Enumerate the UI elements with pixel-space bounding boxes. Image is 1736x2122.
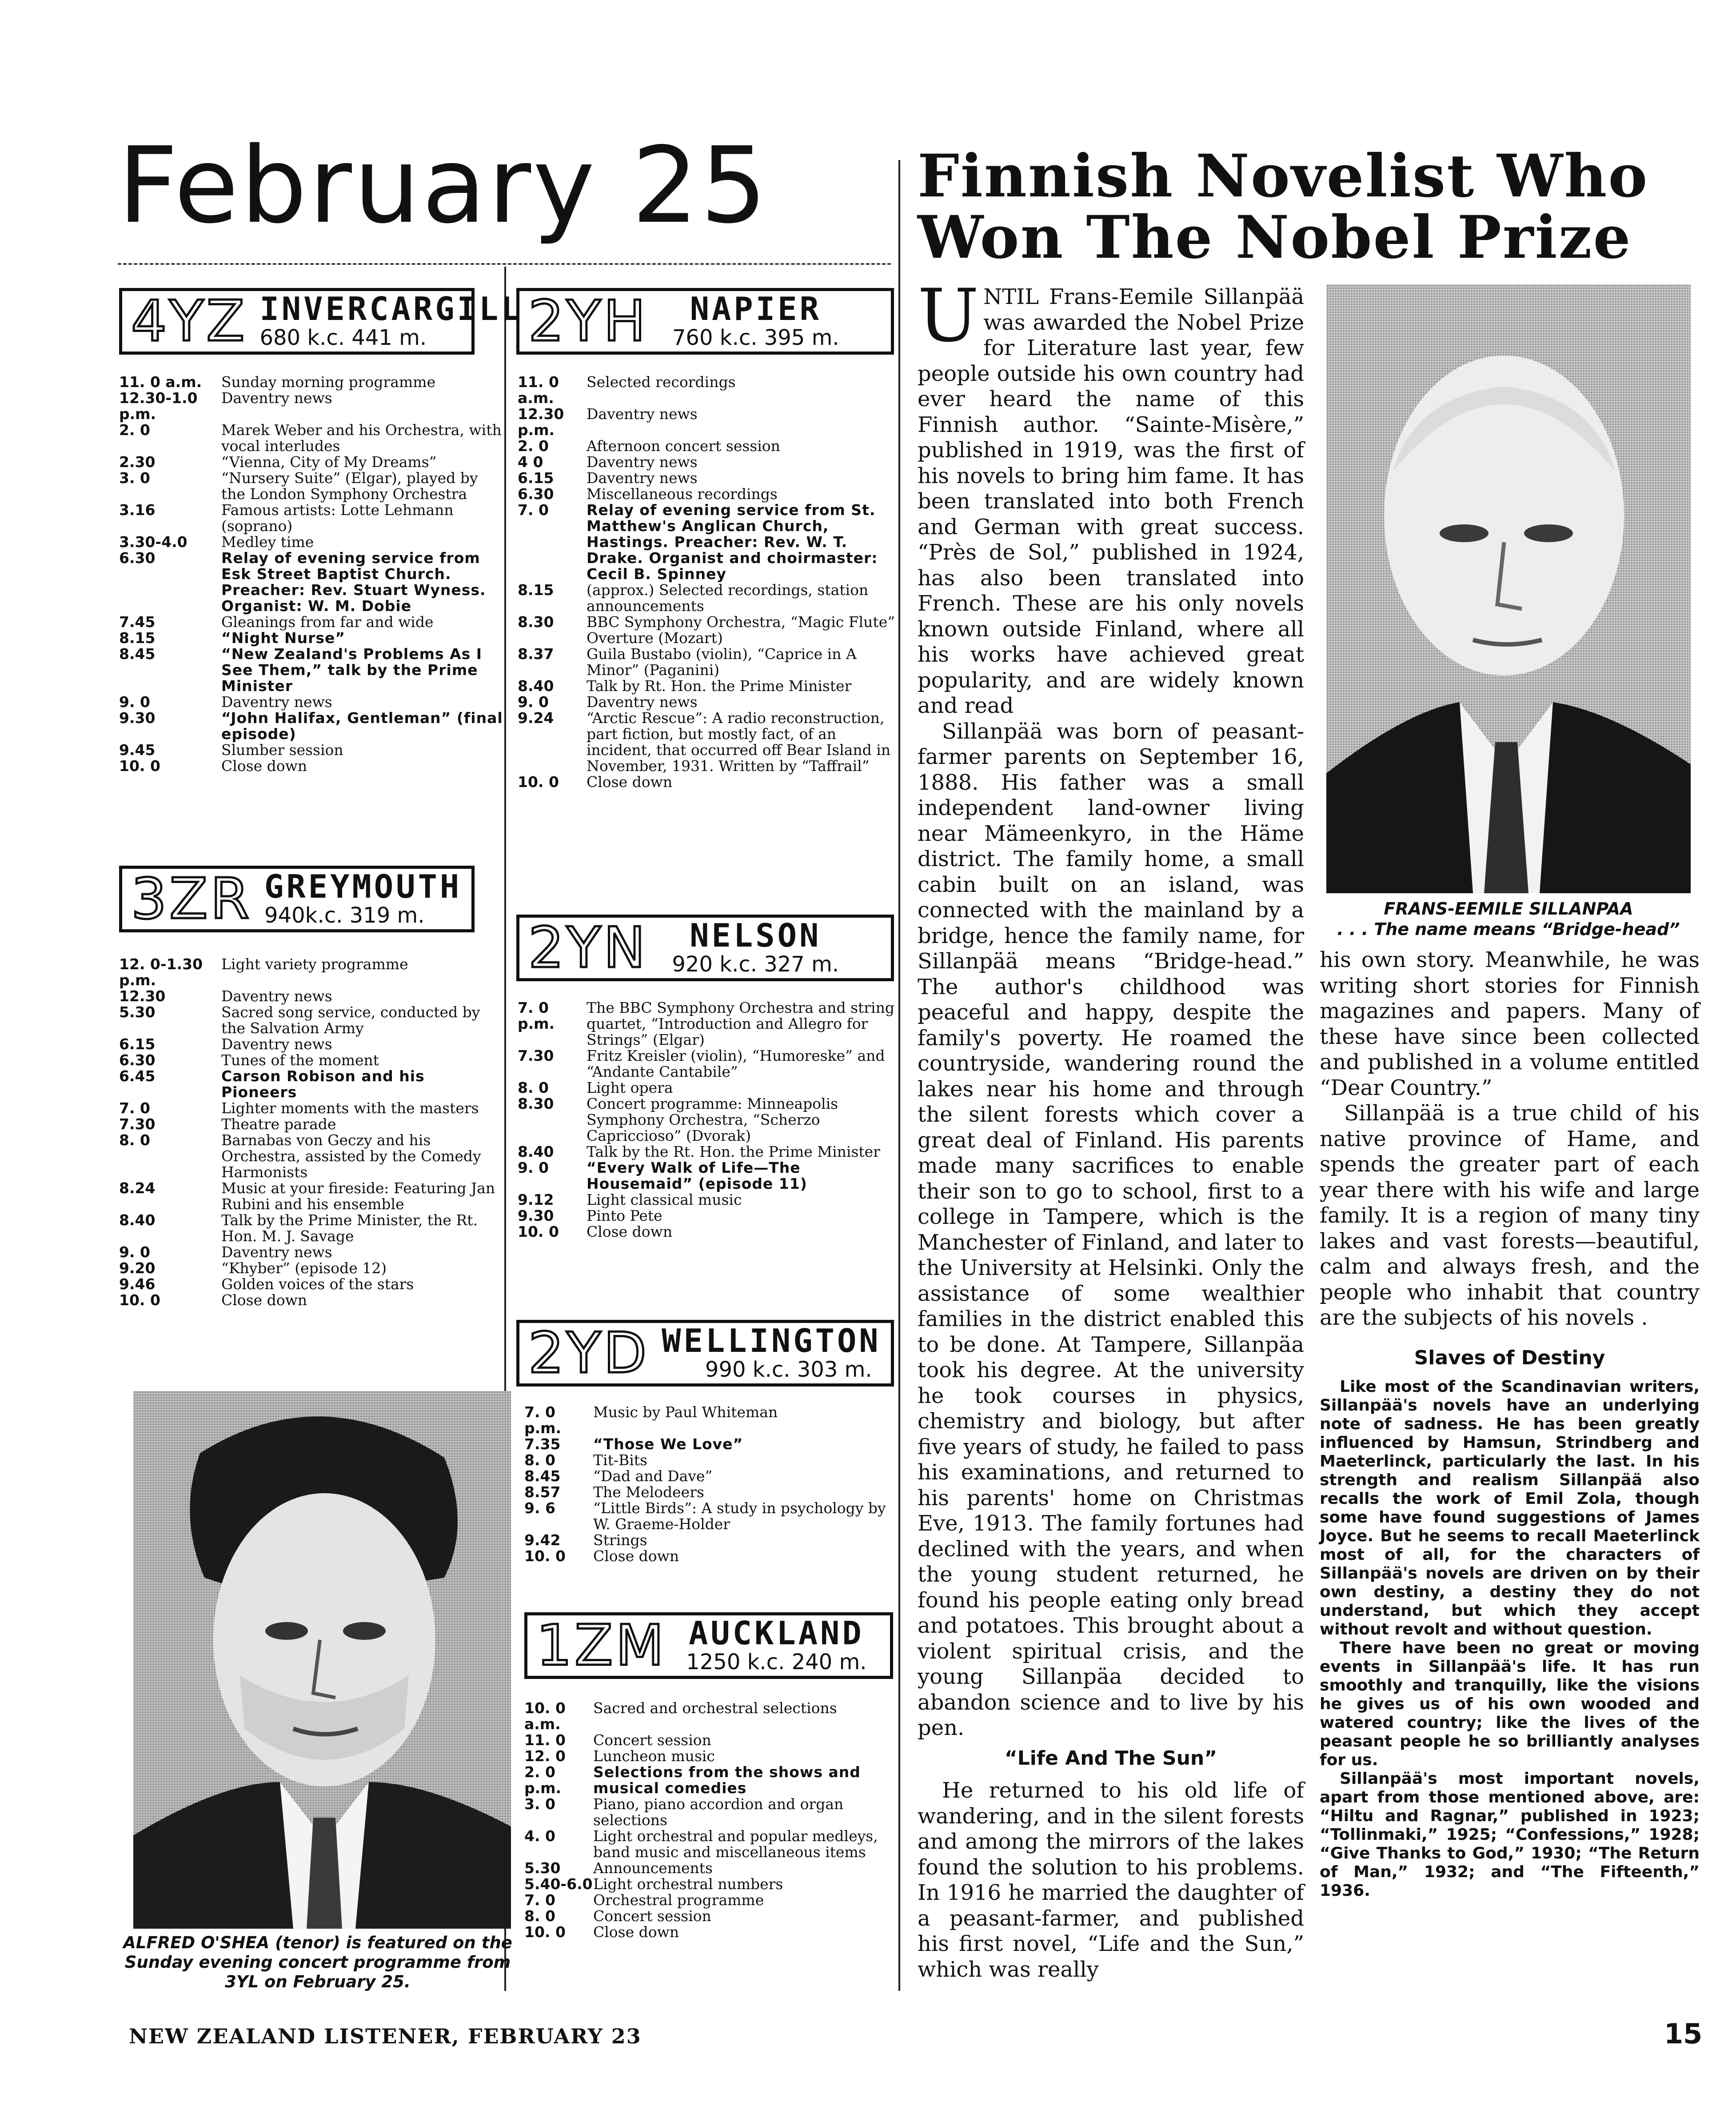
station-frequency: 680 k.c. 441 m. [259, 325, 427, 351]
programme-time: 7. 0 p.m. [518, 999, 555, 1032]
programme-title: “Nursery Suite” (Elgar), played by the London Symphony Orchestra [221, 469, 478, 503]
programme-time: 10. 0 [518, 773, 559, 791]
programme-time: 12.30 [119, 987, 166, 1005]
photo-caption-sillanpaa [1326, 899, 1691, 939]
station-frequency: 1250 k.c. 240 m. [686, 1650, 867, 1675]
programme-title: Theatre parade [221, 1115, 336, 1133]
programme-row [119, 1244, 505, 1260]
programme-title: Light classical music [587, 1191, 742, 1208]
programme-row [518, 374, 900, 406]
programme-title: Tunes of the moment [221, 1051, 379, 1069]
programme-title: Music by Paul Whiteman [593, 1403, 778, 1421]
programme-row [518, 1192, 900, 1208]
programme-title: “Night Nurse” [221, 629, 346, 647]
programme-title: Close down [593, 1547, 679, 1565]
programme-title: Piano, piano accordion and organ selections [593, 1795, 844, 1829]
programme-title: Lighter moments with the masters [221, 1099, 479, 1117]
programme-title: Daventry news [587, 453, 698, 471]
programme-time: 6.45 [119, 1067, 156, 1085]
programme-time: 6.15 [518, 469, 554, 487]
programme-title: Daventry news [221, 389, 332, 407]
programme-time: 10. 0 [518, 1223, 559, 1240]
programme-time: 2. 0 p.m. [524, 1763, 562, 1797]
article-subheading: Slaves of Destiny [1414, 1347, 1605, 1369]
programme-title: Close down [587, 773, 673, 791]
programme-title: Light opera [587, 1079, 673, 1096]
programme-row [524, 1796, 900, 1828]
portrait-oshea-image [133, 1391, 511, 1929]
programme-time: 3. 0 [524, 1795, 555, 1813]
station-box-2yn [516, 915, 894, 981]
programme-time: 6.30 [119, 549, 156, 567]
programme-time: 8.45 [119, 645, 156, 663]
programme-time: 8. 0 [518, 1079, 549, 1096]
programme-title: Light orchestral numbers [593, 1875, 783, 1893]
programme-time: 10. 0 [119, 1291, 160, 1309]
programme-title: Concert session [593, 1731, 711, 1749]
programme-row [119, 534, 505, 550]
programme-time: 4 0 [518, 453, 543, 471]
programme-row [119, 1212, 505, 1244]
programme-title: Afternoon concert session [587, 437, 780, 455]
programme-title: Orchestral programme [593, 1891, 764, 1909]
programme-time: 8.15 [518, 581, 554, 599]
programme-row [524, 1452, 900, 1468]
programme-row [119, 502, 505, 534]
programme-time: 9. 0 [119, 693, 150, 711]
programme-row [119, 1116, 505, 1132]
programme-row [518, 438, 900, 454]
programme-title: BBC Symphony Orchestra, “Magic Flute” Overture (Mozart) [587, 613, 895, 647]
programme-row [119, 758, 505, 774]
programme-list-2yh [518, 374, 900, 790]
programme-time: 7. 0 p.m. [524, 1403, 562, 1437]
programme-row [119, 1100, 505, 1116]
programme-row [119, 694, 505, 710]
programme-title: The Melodeers [593, 1483, 704, 1501]
programme-time: 8.40 [518, 677, 554, 695]
programme-title: Concert programme: Minneapolis Symphony Orchestra, “Scherzo Capriccioso” (Dvorak) [587, 1095, 838, 1144]
programme-row [518, 454, 900, 470]
footer-publication: NEW ZEALAND LISTENER, FEBRUARY 23 [129, 2024, 642, 2048]
programme-time: 9.24 [518, 709, 554, 727]
programme-time: 10. 0 [524, 1923, 566, 1941]
callsign-1zm: 1ZM [536, 1613, 667, 1678]
station-box-3zr [119, 866, 475, 932]
programme-time: 9.30 [119, 709, 156, 727]
programme-title: Tit-Bits [593, 1451, 647, 1469]
programme-time: 8. 0 [524, 1451, 555, 1469]
programme-row [119, 1292, 505, 1308]
article-column-1 [918, 273, 1304, 1982]
programme-title: Sunday morning programme [221, 373, 436, 391]
programme-row [524, 1548, 900, 1564]
programme-list-3zr [119, 956, 505, 1308]
programme-row [518, 614, 900, 646]
programme-row [524, 1436, 900, 1452]
programme-title: “Little Birds”: A study in psychology by W. Graeme-Holder [593, 1499, 886, 1533]
callsign-4yz: 4YZ [131, 288, 247, 354]
programme-title: Daventry news [587, 405, 698, 423]
programme-row [119, 710, 505, 742]
programme-row [518, 1048, 900, 1080]
programme-title: Relay of evening service from Esk Street Baptist Church. Preacher: Rev. Stuart Wyness. Organist: W. M. Dobie [221, 549, 486, 615]
programme-time: 9.42 [524, 1531, 561, 1549]
station-frequency: 920 k.c. 327 m. [672, 952, 839, 977]
programme-row [119, 454, 505, 470]
programme-row [119, 956, 505, 988]
programme-row [518, 1144, 900, 1160]
programme-row [524, 1764, 900, 1796]
programme-title: Relay of evening service from St. Matthew's Anglican Church, Hastings. Preacher: Rev. W. T. Drake. Organist and choirmaster: Cecil B. Spinney [587, 501, 878, 583]
programme-title: “Those We Love” [593, 1435, 743, 1453]
station-frequency: 940k.c. 319 m. [264, 903, 425, 928]
programme-time: 5.30 [119, 1003, 156, 1021]
article-paragraph: NTIL Frans-Eemile Sillanpää was awarded the Nobel Prize for Literature last year, few people outside his own country had ever heard the name of this Finnish author. “Sainte-Misère,” published in 1919, was the first of his novels to bring him fame. It has been translated into both French and German with great success. “Près de Sol,” published in 1924, has also been translated into French. These are his only novels known outside Finland, where all his works have achieved great popularity, and are widely known and read [918, 284, 1304, 718]
programme-row [119, 646, 505, 694]
programme-row [518, 1160, 900, 1192]
programme-time: 12. 0 [524, 1747, 566, 1765]
programme-title: The BBC Symphony Orchestra and string quartet, “Introduction and Allegro for Strings” (Elgar) [587, 999, 894, 1048]
programme-row [119, 988, 505, 1004]
programme-time: 6.15 [119, 1035, 156, 1053]
programme-title: (approx.) Selected recordings, station announcements [587, 581, 869, 615]
programme-row [518, 470, 900, 486]
programme-time: 8. 0 [119, 1131, 150, 1149]
programme-title: Talk by Rt. Hon. the Prime Minister [587, 677, 852, 695]
programme-time: 11. 0 a.m. [518, 373, 559, 407]
programme-title: Talk by the Rt. Hon. the Prime Minister [587, 1143, 880, 1160]
caption-subtitle: . . . The name means “Bridge-head” [1337, 919, 1680, 939]
programme-title: Sacred and orchestral selections [593, 1699, 837, 1717]
programme-title: Barnabas von Geczy and his Orchestra, assisted by the Comedy Harmonists [221, 1131, 481, 1181]
article-paragraph: Sillanpää was born of peasant-farmer parents on September 16, 1888. His father was a small independent land-owner living near Mämeenkyro, in the Häme district. The family home, a small cabin built on an island, was connected with the mainland by a bridge, hence the family name, for Sillanpää means “Bridge-head.” The author's childhood was peaceful and happy, despite the family's poverty. He roamed the countryside, wandering round the lakes near his home and through the silent forests which cover a great deal of Finland. His parents made many sacrifices to enable their son to go to school, first to a college in Tampere, which is the Manchester of Finland, and later to the University at Helsinki. Only the assistance of some wealthier families in the district enabled this to be done. At Tampere, Sillanpäa took his degree. At the university he took courses in physics, chemistry and biology, but after five years of study, he failed to pass his examinations, and returned to his parents' home on Christmas Eve, 1913. The family fortunes had declined with the years, and when the young student returned, he found his people eating only bread and potatoes. This brought about a violent spiritual crisis, and the young Sillanpäa decided to abandon science and to live by his pen. [918, 719, 1304, 1740]
programme-row [119, 1180, 505, 1212]
article-paragraph: Sillanpää is a true child of his native province of Hame, and spends the greater part of each year there with his wife and large family. It is a region of many tiny lakes and vast forests—beautiful, calm and always fresh, and the people who inhabit that country are the subjects of his novels . [1320, 1101, 1700, 1330]
programme-row [518, 774, 900, 790]
programme-title: Pinto Pete [587, 1207, 662, 1224]
programme-time: 3.30-4.0 [119, 533, 188, 551]
programme-time: 8.40 [518, 1143, 554, 1160]
programme-title: Selected recordings [587, 373, 736, 391]
programme-title: Concert session [593, 1907, 711, 1925]
callsign-2yn: 2YN [528, 915, 648, 980]
programme-title: “Every Walk of Life—The Housemaid” (episode 11) [587, 1159, 807, 1192]
programme-title: “Vienna, City of My Dreams” [221, 453, 437, 471]
programme-title: Strings [593, 1531, 647, 1549]
programme-time: 8.30 [518, 613, 554, 631]
programme-title: Medley time [221, 533, 314, 551]
station-city: AUCKLAND [688, 1614, 864, 1652]
programme-row [524, 1828, 900, 1860]
programme-row [518, 1000, 900, 1048]
programme-row [524, 1700, 900, 1732]
article-paragraph: There have been no great or moving events in Sillanpää's life. It has run smoothly and tranquilly, like the visions he gives us of his own wooded and watered country; like the lives of the peasant people he so brilliantly analyses for us. [1320, 1639, 1700, 1769]
station-city: WELLINGTON [662, 1322, 881, 1359]
programme-time: 12. 0-1.30 p.m. [119, 955, 203, 989]
programme-time: 5.40-6.0 [524, 1875, 593, 1893]
programme-time: 11. 0 a.m. [119, 373, 202, 391]
programme-time: 2. 0 [518, 437, 549, 455]
programme-time: 4. 0 [524, 1827, 555, 1845]
programme-title: Slumber session [221, 741, 343, 759]
photo-alfred-oshea [133, 1391, 511, 1929]
programme-title: Daventry news [587, 693, 698, 711]
programme-title: Light variety programme [221, 955, 408, 973]
programme-row [119, 374, 505, 390]
portrait-sillanpaa-image [1326, 284, 1691, 893]
station-box-2yh [516, 288, 894, 355]
programme-list-4yz [119, 374, 505, 774]
programme-time: 6.30 [518, 485, 554, 503]
programme-list-2yd [524, 1404, 900, 1564]
programme-time: 9. 0 [518, 1159, 549, 1176]
programme-row [119, 1260, 505, 1276]
programme-row [119, 1068, 505, 1100]
programme-row [524, 1924, 900, 1940]
programme-time: 7. 0 [524, 1891, 555, 1909]
programme-row [119, 614, 505, 630]
programme-row [524, 1732, 900, 1748]
programme-time: 7.30 [518, 1047, 554, 1064]
station-box-1zm [524, 1612, 893, 1679]
programme-row [119, 1132, 505, 1180]
programme-row [518, 1080, 900, 1096]
programme-title: Miscellaneous recordings [587, 485, 778, 503]
programme-row [119, 422, 505, 454]
caption-name: FRANS-EEMILE SILLANPAA [1384, 899, 1633, 919]
programme-row [524, 1500, 900, 1532]
station-city: NELSON [690, 916, 822, 954]
page-number: 15 [1664, 2018, 1703, 2050]
programme-title: Selections from the shows and musical comedies [593, 1763, 861, 1797]
programme-time: 8.45 [524, 1467, 561, 1485]
programme-time: 7.45 [119, 613, 156, 631]
programme-row [524, 1404, 900, 1436]
photo-caption-oshea: ALFRED O'SHEA (tenor) is featured on the Sunday evening concert programme from 3YL on February 25. [123, 1933, 512, 1991]
programme-title: Daventry news [587, 469, 698, 487]
programme-list-2yn [518, 1000, 900, 1240]
programme-row [518, 1224, 900, 1240]
programme-time: 5.30 [524, 1859, 561, 1877]
programme-row [524, 1484, 900, 1500]
programme-time: 9. 0 [518, 693, 549, 711]
programme-row [524, 1468, 900, 1484]
programme-time: 11. 0 [524, 1731, 566, 1749]
programme-time: 8.15 [119, 629, 156, 647]
programme-title: Light orchestral and popular medleys, band music and miscellaneous items [593, 1827, 878, 1861]
programme-row [524, 1876, 900, 1892]
programme-row [518, 678, 900, 694]
programme-row [518, 646, 900, 678]
page-date-heading: February 25 [118, 124, 769, 247]
programme-time: 9. 6 [524, 1499, 555, 1517]
programme-row [119, 742, 505, 758]
programme-title: Daventry news [221, 693, 332, 711]
article-paragraph: Like most of the Scandinavian writers, Sillanpää's novels have an underlying note of sadness. He has been greatly influenced by Hamsun, Strindberg and Maeterlinck, particularly the last. In his strength and realism Sillanpää also recalls the work of Emil Zola, though some have found suggestions of James Joyce. But he seems to recall Maeterlinck most of all, for the characters of Sillanpää's novels are driven on by their own destiny, a destiny they do not understand, but which they accept without revolt and without question. [1320, 1378, 1700, 1638]
programme-title: “Khyber” (episode 12) [221, 1259, 387, 1277]
station-frequency: 760 k.c. 395 m. [672, 325, 839, 351]
programme-time: 8.57 [524, 1483, 561, 1501]
programme-row [119, 1004, 505, 1036]
station-city: INVERCARGILL [259, 290, 523, 328]
programme-title: Daventry news [221, 987, 332, 1005]
programme-time: 12.30-1.0 p.m. [119, 389, 198, 423]
drop-cap: U [918, 273, 979, 358]
programme-row [119, 1052, 505, 1068]
article-small-text [1320, 1378, 1700, 1900]
programme-title: Daventry news [221, 1035, 332, 1053]
programme-title: “John Halifax, Gentleman” (final episode) [221, 709, 503, 743]
article-paragraph: Sillanpää's most important novels, apart from those mentioned above, are: “Hiltu and Ragnar,” published in 1923; “Tollinmaki,” 1925; “Confessions,” 1928; “Give Thanks to God,” 1930; “The Return of Man,” 1932; and “The Fifteenth,” 1936. [1320, 1770, 1700, 1900]
programme-row [518, 710, 900, 774]
programme-title: Carson Robison and his Pioneers [221, 1067, 425, 1101]
programme-title: Close down [593, 1923, 679, 1941]
programme-title: Daventry news [221, 1243, 332, 1261]
programme-time: 3.16 [119, 501, 156, 519]
programme-time: 7. 0 [119, 1099, 150, 1117]
programme-time: 2.30 [119, 453, 156, 471]
header-rule [118, 263, 891, 265]
programme-time: 9.45 [119, 741, 156, 759]
programme-title: “Arctic Rescue”: A radio reconstruction, part fiction, but mostly fact, of an incident, that occurred off Bear Island in November, 1931. Written by “Taffrail” [587, 709, 891, 775]
programme-row [518, 694, 900, 710]
programme-title: Luncheon music [593, 1747, 715, 1765]
station-city: NAPIER [690, 290, 822, 328]
programme-time: 9.20 [119, 1259, 156, 1277]
station-box-4yz [119, 288, 523, 355]
article-headline: Finnish Novelist Who Won The Nobel Prize [918, 142, 1649, 272]
programme-time: 9.12 [518, 1191, 554, 1208]
programme-row [524, 1860, 900, 1876]
programme-row [119, 1276, 505, 1292]
programme-row [119, 1036, 505, 1052]
programme-title: Famous artists: Lotte Lehmann (soprano) [221, 501, 454, 535]
station-frequency: 990 k.c. 303 m. [705, 1357, 872, 1383]
programme-title: “New Zealand's Problems As I See Them,” talk by the Prime Minister [221, 645, 483, 695]
programme-row [518, 582, 900, 614]
article-subheading: “Life And The Sun” [1004, 1746, 1217, 1770]
programme-title: Close down [221, 757, 307, 775]
programme-time: 9.30 [518, 1207, 554, 1224]
programme-row [518, 502, 900, 582]
callsign-2yd: 2YD [528, 1320, 650, 1386]
programme-title: Guila Bustabo (violin), “Caprice in A Minor” (Paganini) [587, 645, 857, 679]
programme-time: 7.30 [119, 1115, 156, 1133]
programme-row [518, 1208, 900, 1224]
programme-time: 7.35 [524, 1435, 561, 1453]
article-paragraph: He returned to his old life of wandering, and in the silent forests and among the mirrors of the lakes found the solution to his problems. In 1916 he married the daughter of a peasant-farmer, and published his first novel, “Life and the Sun,” which was really [918, 1778, 1304, 1982]
programme-row [518, 486, 900, 502]
programme-title: Close down [221, 1291, 307, 1309]
programme-title: Marek Weber and his Orchestra, with vocal interludes [221, 421, 502, 455]
programme-title: Golden voices of the stars [221, 1275, 414, 1293]
article-paragraph: his own story. Meanwhile, he was writing short stories for Finnish magazines and papers. Many of these have since been collected and published in a volume entitled “Dear Country.” [1320, 947, 1700, 1100]
programme-row [518, 406, 900, 438]
programme-time: 10. 0 [119, 757, 160, 775]
callsign-3zr: 3ZR [131, 866, 252, 931]
programme-title: “Dad and Dave” [593, 1467, 713, 1485]
programme-row [119, 390, 505, 422]
programme-title: Sacred song service, conducted by the Salvation Army [221, 1003, 480, 1037]
programme-row [119, 630, 505, 646]
programme-time: 3. 0 [119, 469, 150, 487]
programme-title: Announcements [593, 1859, 713, 1877]
programme-row [119, 550, 505, 614]
programme-time: 12.30 p.m. [518, 405, 564, 439]
programme-time: 8.37 [518, 645, 554, 663]
article-column-2 [1320, 947, 1700, 1331]
programme-row [524, 1892, 900, 1908]
programme-time: 10. 0 [524, 1547, 566, 1565]
programme-title: Fritz Kreisler (violin), “Humoreske” and “Andante Cantabile” [587, 1047, 885, 1080]
programme-time: 6.30 [119, 1051, 156, 1069]
programme-title: Gleanings from far and wide [221, 613, 434, 631]
station-city: GREYMOUTH [264, 867, 462, 905]
programme-title: Music at your fireside: Featuring Jan Rubini and his ensemble [221, 1179, 495, 1213]
programme-title: Talk by the Prime Minister, the Rt. Hon. M. J. Savage [221, 1211, 478, 1245]
programme-row [119, 470, 505, 502]
photo-sillanpaa [1326, 284, 1691, 893]
station-box-2yd [516, 1320, 894, 1387]
programme-time: 2. 0 [119, 421, 150, 439]
programme-list-1zm [524, 1700, 900, 1940]
programme-time: 9.46 [119, 1275, 156, 1293]
programme-time: 8. 0 [524, 1907, 555, 1925]
programme-row [524, 1748, 900, 1764]
programme-time: 8.30 [518, 1095, 554, 1112]
programme-time: 7. 0 [518, 501, 549, 519]
callsign-2yh: 2YH [528, 288, 648, 354]
programme-row [524, 1908, 900, 1924]
programme-time: 9. 0 [119, 1243, 150, 1261]
programme-title: Close down [587, 1223, 673, 1240]
programme-time: 10. 0 a.m. [524, 1699, 566, 1733]
programme-time: 8.40 [119, 1211, 156, 1229]
programme-row [518, 1096, 900, 1144]
programme-time: 8.24 [119, 1179, 156, 1197]
programme-row [524, 1532, 900, 1548]
